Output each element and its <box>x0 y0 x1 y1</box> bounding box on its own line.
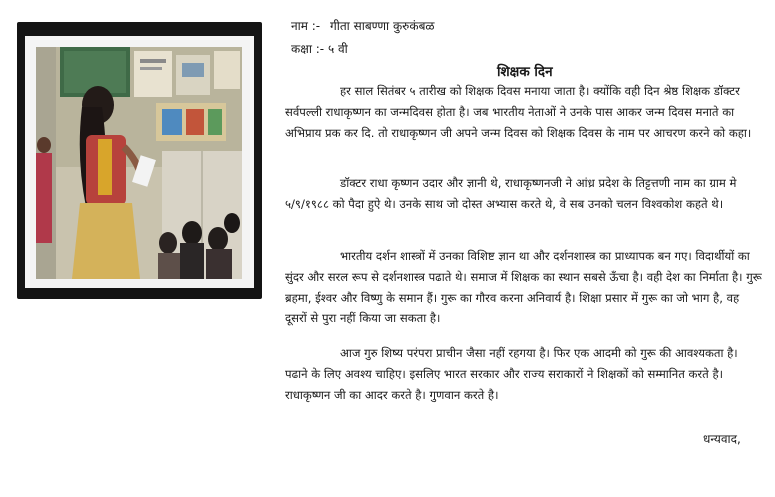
essay-paragraph-4: आज गुरु शिष्य परंपरा प्राचीन जैसा नहीं रहगया है। फिर एक आदमी को गुरू की आवश्यकता है। पढाने के लिए अवश्य चाहिए। इसलिए भारत सरकार और राज्य सराकारों ने शिक्षकों को सम्मानित करते है। राधाकृष्णन जी का आदर करते है। गुणवान करते है। <box>285 346 738 402</box>
essay-paragraph-3: भारतीय दर्शन शास्त्रों में उनका विशिष्ट ज्ञान था और दर्शनशास्त्र का प्राध्यापक बन गए। विदार्थीयों का सुंदर और सरल रूप से दर्शनशास्त्र पढाते थे। समाज में शिक्षक का स्थान सबसे ऊँचा है। वही देश का निर्माता है। गुरू ब्रहमा, ईश्वर और विष्णु के समान हैं। गुरू का गौरव करना अनिवार्य है। शिक्षा प्रसार में गुरू का जो भाग है, वह दूसरों से पुरा नहीं किया जा सकता है। <box>285 249 762 326</box>
student-class-value: ५ वी <box>327 42 348 56</box>
photo-mat <box>25 36 254 288</box>
student-name-value: गीता साबण्णा कुरुकंबळ <box>329 19 435 33</box>
photo-frame <box>17 22 262 299</box>
student-class-line <box>291 40 348 57</box>
essay-paragraph-1: हर साल सितंबर ५ तारीख को शिक्षक दिवस मनाया जाता है। क्योंकि वही दिन श्रेष्ठ शिक्षक डॉक्टर सर्वपल्ली राधाकृष्णन का जन्मदिवस होता है। जब भारतीय नेताओं ने उनके पास आकर जन्म दिवस मनाते का अभिप्राय प्रक कर दि. तो राधाकृष्णन जी अपने जन्म दिवस को शिक्षक दिवस के नाम पर आचरण करने को कहा। <box>285 84 752 140</box>
student-name-line <box>291 17 435 34</box>
essay-signoff: धन्यवाद, <box>703 432 741 446</box>
student-name-label: नाम :- <box>291 19 321 33</box>
student-class-label: कक्षा :- <box>291 42 325 56</box>
student-speech-photo <box>36 47 242 279</box>
essay-paragraph-2: डॉक्टर राधा कृष्णन उदार और ज्ञानी थे, राधाकृष्णनजी ने आंध्र प्रदेश के तिट्टत्तणी नाम का ग्राम मे ५/९/१९८८ को पैदा हुऐ थे। उनके साथ जो दोस्त अभ्यास करते थे, वे सब उनको चलन विश्वकोश कहते थे। <box>285 176 737 211</box>
essay-title: शिक्षक दिन <box>497 64 553 80</box>
